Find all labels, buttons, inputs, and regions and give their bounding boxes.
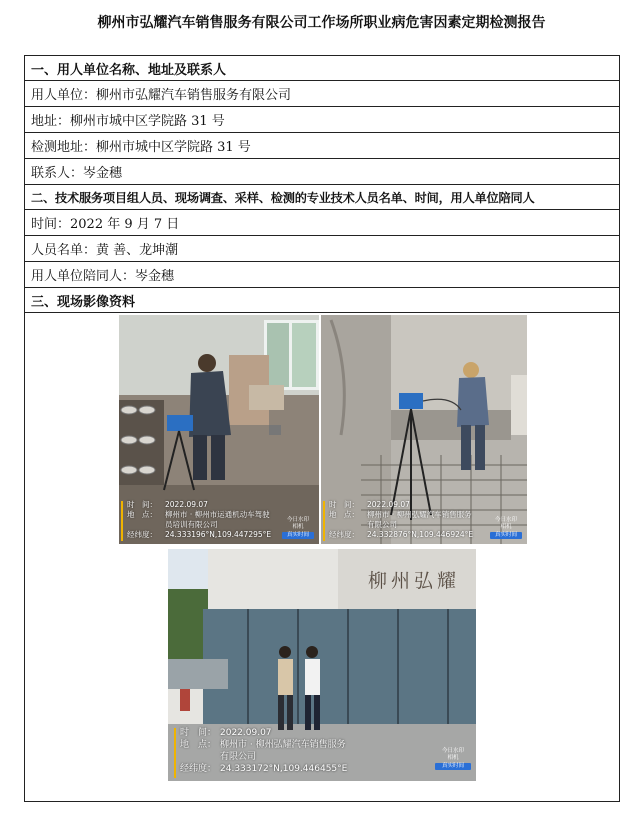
building-sign: 柳州弘耀 bbox=[368, 570, 461, 592]
photo-1-watermark: 时 间： 2022.09.07 地 点： 柳州市 · 柳州市运通机动车驾驶 员培训有限公司 经纬度： 24.333196°N,109.447295°E bbox=[127, 500, 271, 540]
section3-heading: 三、现场影像资料 bbox=[25, 288, 620, 313]
photo-cell bbox=[25, 313, 620, 802]
address-field: 地址：柳州市城中区学院路 31 号 bbox=[25, 107, 620, 133]
photo-3-watermark: 时 间： 2022.09.07 地 点： 柳州市 · 柳州弘耀汽车销售服务 有限公司 经纬度： 24.333172°N,109.446455°E bbox=[180, 727, 347, 775]
employer-field: 用人单位：柳州市弘耀汽车销售服务有限公司 bbox=[25, 81, 620, 107]
site-photo-2 bbox=[321, 315, 527, 544]
staff-field: 人员名单：黄 善、龙坤潮 bbox=[25, 236, 620, 262]
photo-1-camera-logo: 今日水印 相机 真实时间 bbox=[282, 517, 314, 539]
test-address-field: 检测地址：柳州市城中区学院路 31 号 bbox=[25, 133, 620, 159]
site-photo-1 bbox=[119, 315, 319, 544]
photo-3-camera-logo: 今日水印 相机 真实时间 bbox=[435, 748, 471, 770]
section1-heading: 一、用人单位名称、地址及联系人 bbox=[25, 56, 620, 81]
photo-2-watermark: 时 间： 2022.09.07 地 点： 柳州市 · 柳州弘耀汽车销售服务 有限公司 经纬度： 24.332876°N,109.446924°E bbox=[329, 500, 473, 540]
time-field: 时间：2022 年 9 月 7 日 bbox=[25, 210, 620, 236]
section2-heading: 二、技术服务项目组人员、现场调查、采样、检测的专业技术人员名单、时间，用人单位陪同人 bbox=[25, 185, 620, 210]
contact-field: 联系人：岑金穗 bbox=[25, 159, 620, 185]
report-table bbox=[24, 55, 620, 802]
photo-2-camera-logo: 今日水印 相机 真实时间 bbox=[490, 517, 522, 539]
escort-field: 用人单位陪同人：岑金穗 bbox=[25, 262, 620, 288]
site-photo-3 bbox=[168, 549, 476, 781]
report-title: 柳州市弘耀汽车销售服务有限公司工作场所职业病危害因素定期检测报告 bbox=[97, 15, 546, 31]
